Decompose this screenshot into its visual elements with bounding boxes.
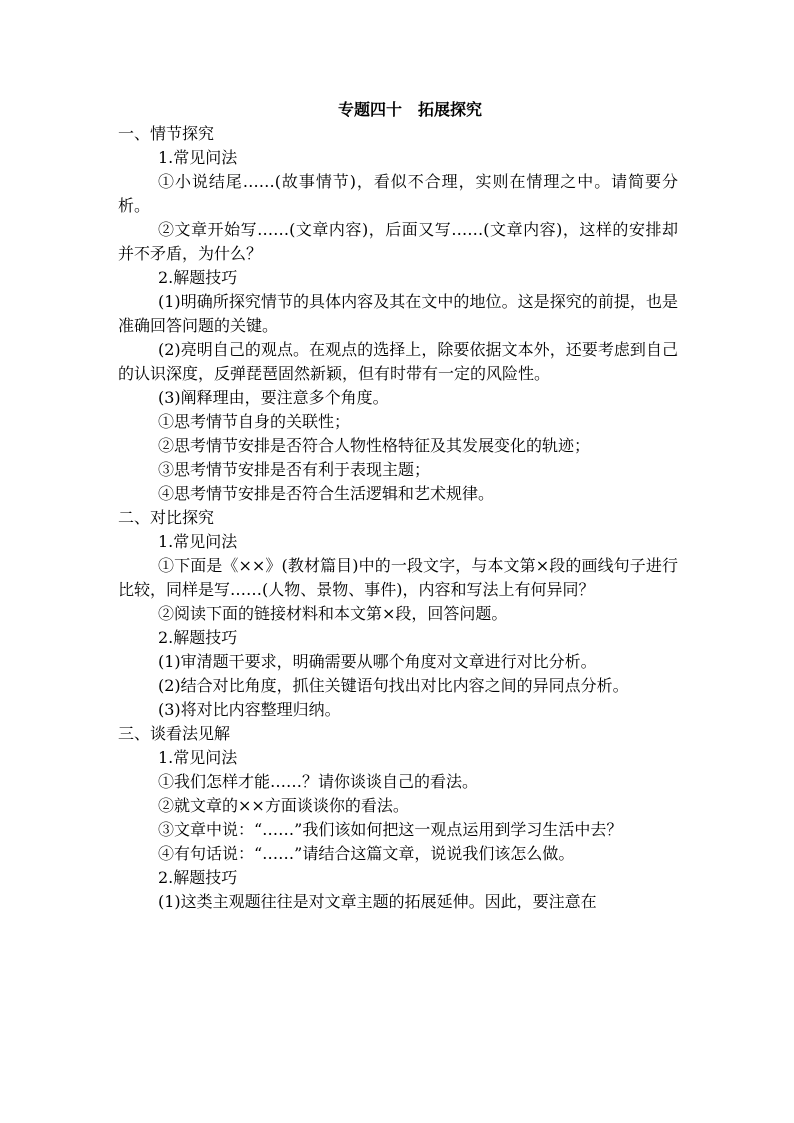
paragraph: (1)这类主观题往往是对文章主题的拓展延伸。因此，要注意在	[158, 892, 597, 911]
paragraph: ④思考情节安排是否符合生活逻辑和艺术规律。	[158, 484, 495, 503]
subsection-heading-common-questions: 1.常见问法	[158, 748, 238, 767]
paragraph: (1)明确所探究情节的具体内容及其在文中的地位。这是探究的前提，也是准确回答问题的关键。	[118, 292, 678, 335]
subsection-heading-techniques: 2.解题技巧	[158, 628, 238, 647]
paragraph: ③文章中说：“……”我们该如何把这一观点运用到学习生活中去？	[158, 820, 623, 839]
section-heading-plot: 一、情节探究	[118, 124, 215, 143]
paragraph: ②思考情节安排是否符合人物性格特征及其发展变化的轨迹；	[158, 436, 591, 455]
paragraph: ②就文章的××方面谈谈你的看法。	[158, 796, 409, 815]
paragraph: (2)亮明自己的观点。在观点的选择上，除要依据文本外，还要考虑到自己的认识深度，反弹琵琶固然新颖，但有时带有一定的风险性。	[118, 340, 678, 383]
subsection-heading-techniques: 2.解题技巧	[158, 868, 238, 887]
paragraph: (3)阐释理由，要注意多个角度。	[158, 388, 389, 407]
section-heading-comparison: 二、对比探究	[118, 508, 215, 527]
paragraph: ①思考情节自身的关联性；	[158, 412, 351, 431]
paragraph: (3)将对比内容整理归纳。	[158, 700, 341, 719]
section-heading-opinions: 三、谈看法见解	[118, 724, 231, 743]
paragraph: ②文章开始写……(文章内容)，后面又写……(文章内容)，这样的安排却并不矛盾，为什么？	[118, 220, 678, 263]
paragraph: (1)审清题干要求，明确需要从哪个角度对文章进行对比分析。	[158, 652, 597, 671]
document-body	[118, 98, 678, 914]
paragraph: ①我们怎样才能……？请你谈谈自己的看法。	[158, 772, 479, 791]
paragraph: (2)结合对比角度，抓住关键语句找出对比内容之间的异同点分析。	[158, 676, 629, 695]
subsection-heading-techniques: 2.解题技巧	[158, 268, 238, 287]
paragraph: ①下面是《××》(教材篇目)中的一段文字，与本文第×段的画线句子进行比较，同样是写……(人物、景物、事件)，内容和写法上有何异同？	[118, 556, 678, 599]
paragraph: ①小说结尾……(故事情节)，看似不合理，实则在情理之中。请简要分析。	[118, 172, 678, 215]
paragraph: ③思考情节安排是否有利于表现主题；	[158, 460, 431, 479]
subsection-heading-common-questions: 1.常见问法	[158, 532, 238, 551]
paragraph: ④有句话说：“……”请结合这篇文章，说说我们该怎么做。	[158, 844, 575, 863]
page-title: 专题四十 拓展探究	[337, 100, 482, 119]
paragraph: ②阅读下面的链接材料和本文第×段，回答问题。	[158, 604, 508, 623]
subsection-heading-common-questions: 1.常见问法	[158, 148, 238, 167]
